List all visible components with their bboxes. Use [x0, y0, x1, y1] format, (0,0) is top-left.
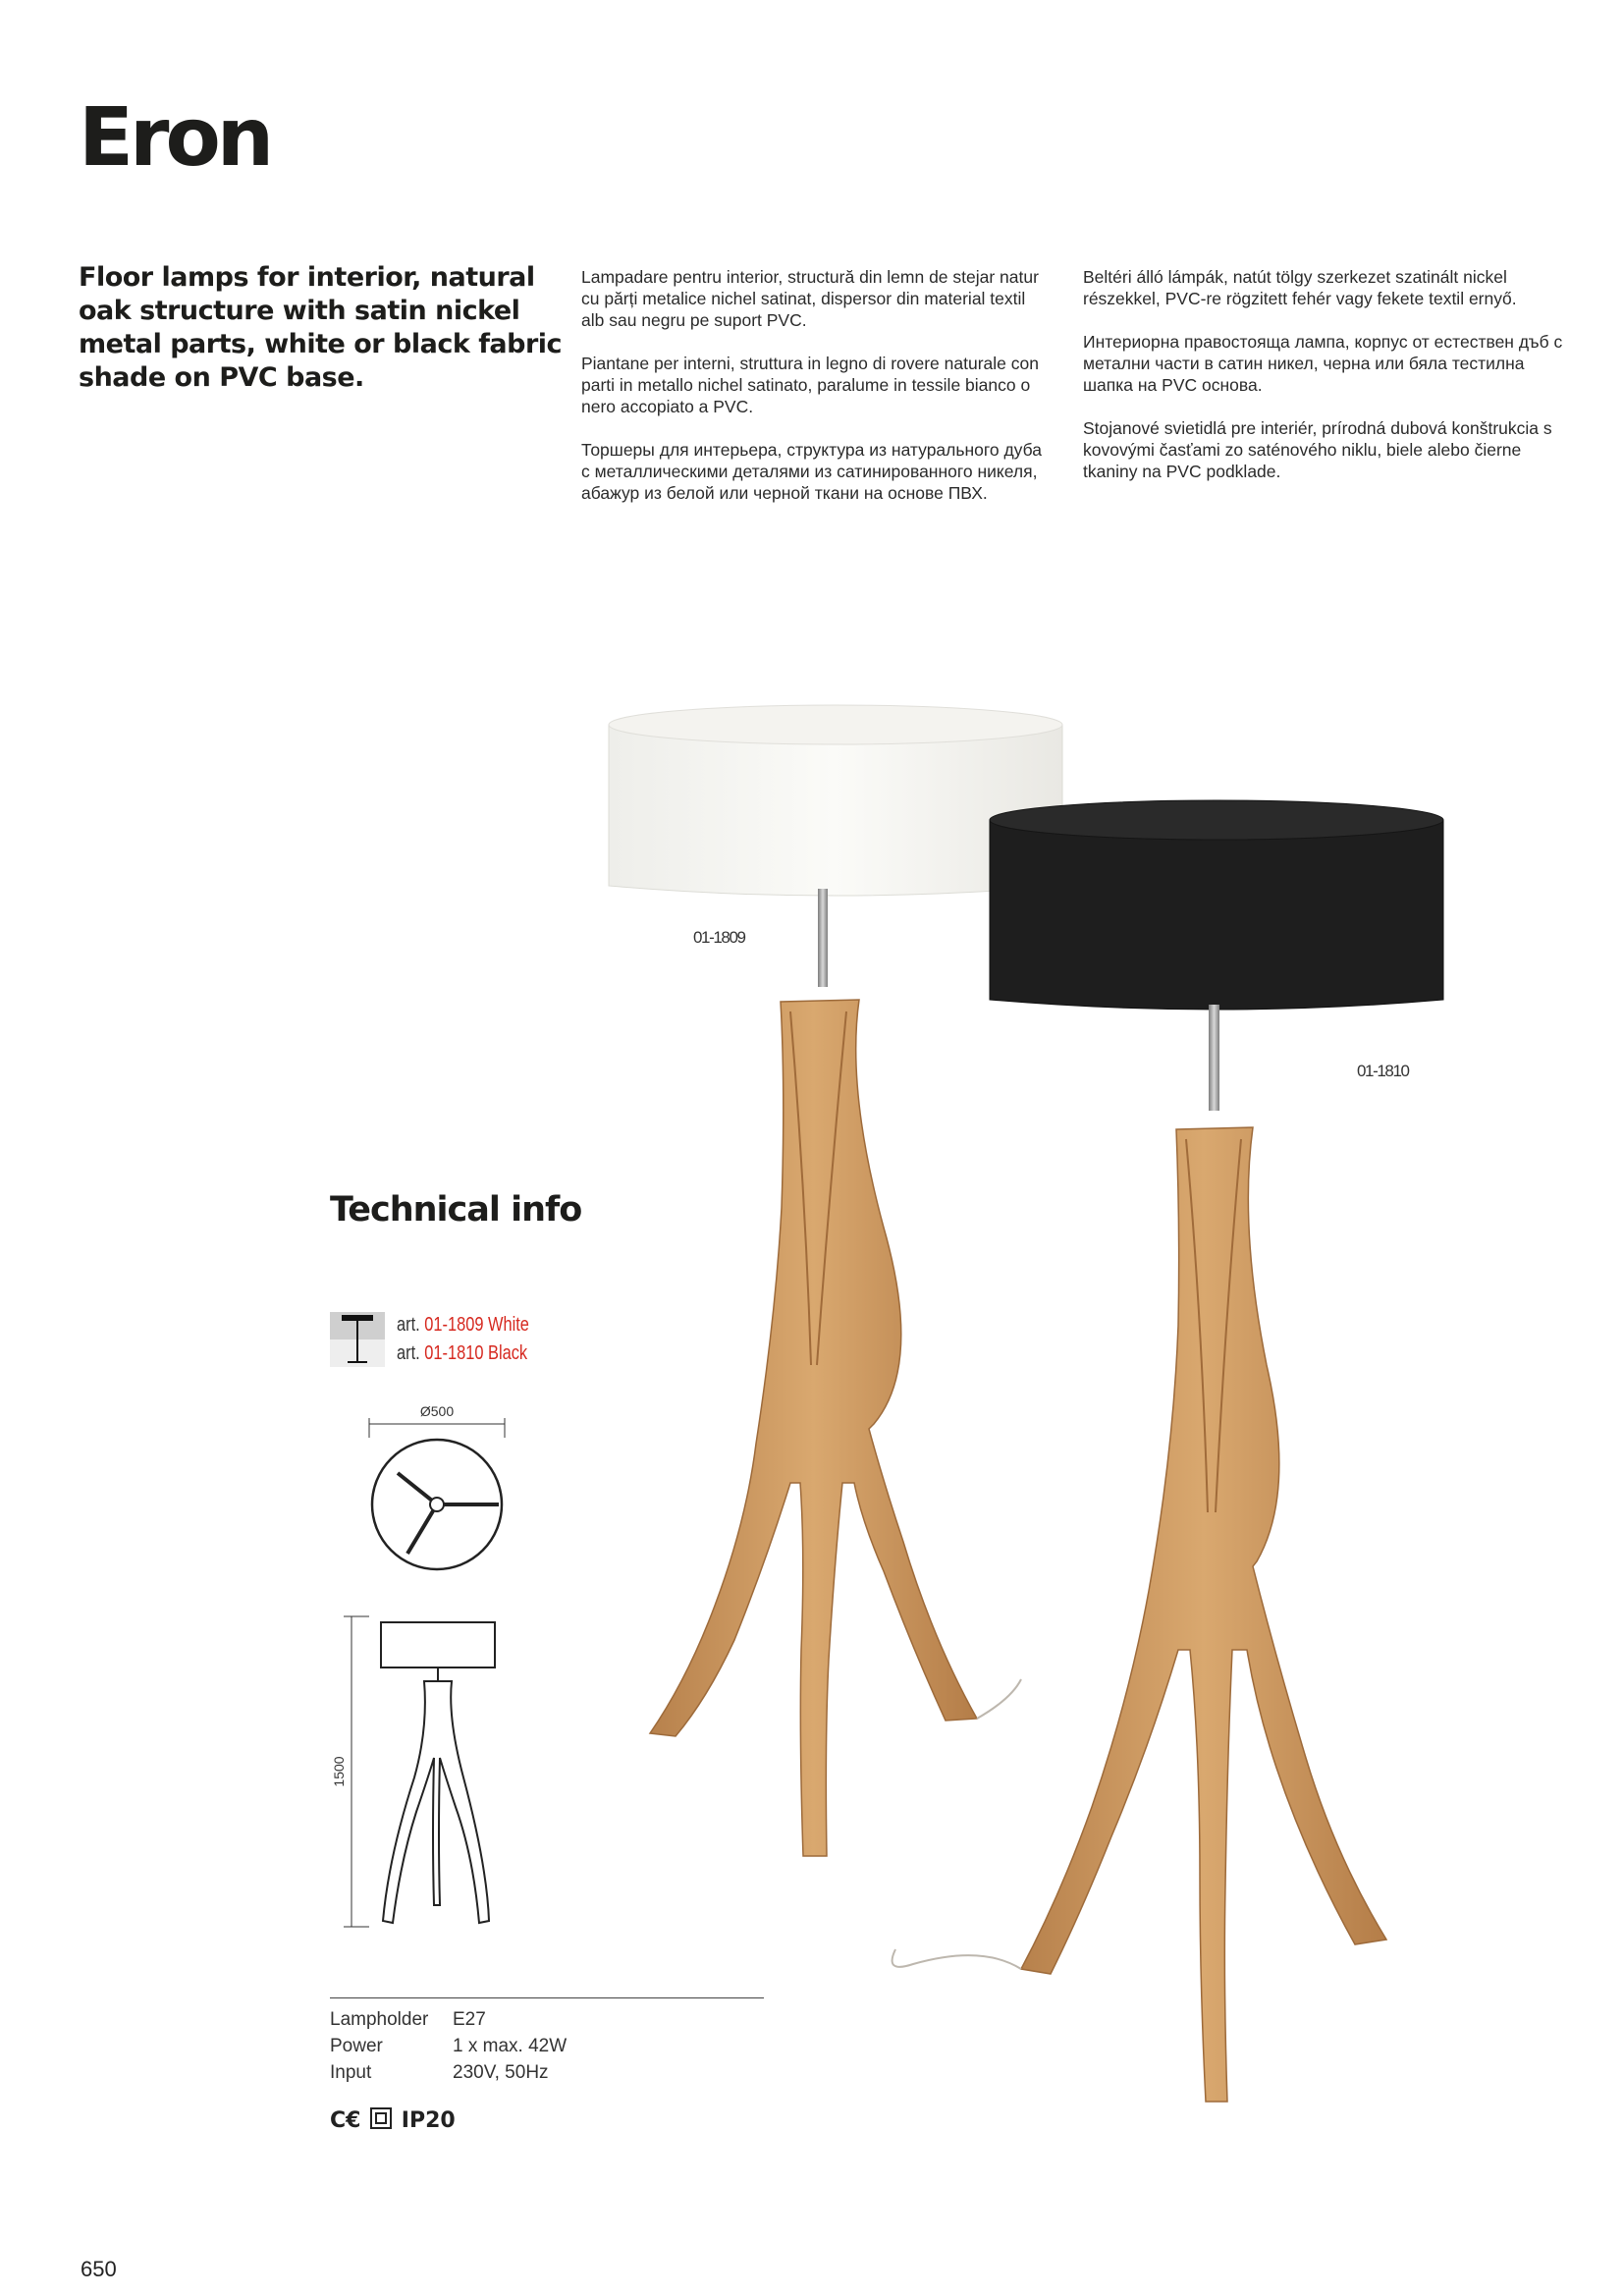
white-lamp-stem [818, 889, 828, 987]
white-lamp-code: 01-1809 [693, 928, 746, 947]
description-bg: Интериорна правостояща лампа, корпус от естествен дъб с метални части в сатин никел, черна или бяла тестилна шапка на PVC основа. [1083, 332, 1563, 395]
description-column-2 [1083, 266, 1574, 504]
page-number: 650 [81, 2257, 117, 2281]
ip-rating: IP20 [401, 2108, 456, 2133]
article-white: art. 01-1809 White [397, 1314, 529, 1336]
spec-row: Power 1 x max. 42W [330, 2036, 568, 2056]
height-label: 1500 [331, 1756, 347, 1787]
spec-row: Input 230V, 50Hz [330, 2062, 549, 2083]
certification-marks [330, 2107, 456, 2133]
description-ro: Lampadare pentru interior, structură din lemn de stejar natur cu părți metalice nichel satinat, dispersor din material textil alb sau negru pe suport PVC. [581, 267, 1039, 330]
description-it: Piantane per interni, struttura in legno di rovere naturale con parti in metallo nichel satinato, paralume in tessile bianco o nero accopiato a PVC. [581, 354, 1039, 416]
black-lamp-code: 01-1810 [1357, 1062, 1410, 1080]
black-lamp-stem [1209, 1005, 1219, 1111]
product-title: Eron [79, 91, 271, 185]
description-column-1 [581, 266, 1053, 525]
class-ii-icon [370, 2107, 392, 2129]
top-view-drawing [353, 1398, 511, 1575]
product-lead-description: Floor lamps for interior, natural oak structure with satin nickel metal parts, white or black fabric shade on PVC base. [79, 262, 563, 393]
description-sk: Stojanové svietidlá pre interiér, prírodná dubová konštrukcia s kovovými časťami zo saténového niklu, biele alebo čierne tkaniny na PVC podklade. [1083, 418, 1552, 481]
side-view-drawing [330, 1611, 507, 1944]
article-code-white: 01-1809 White [424, 1314, 529, 1336]
lamp-black [893, 800, 1443, 2102]
spec-row: Lampholder E27 [330, 2009, 486, 2030]
black-lamp-tripod [1021, 1127, 1386, 2102]
diameter-label: Ø500 [419, 1403, 455, 1419]
description-ru: Торшеры для интерьера, структура из натурального дуба с металлическими деталями из сатинированного никеля, абажур из белой или черной ткани на основе ПВХ. [581, 440, 1042, 503]
technical-info-heading: Technical info [330, 1190, 582, 1230]
ce-mark-icon: C€ [330, 2108, 361, 2133]
white-lamp-tripod [650, 1000, 977, 1856]
article-code-black: 01-1810 Black [424, 1342, 528, 1364]
product-photo [589, 678, 1473, 2200]
specifications [330, 1997, 764, 2086]
description-hu: Beltéri álló lámpák, natút tölgy szerkezet szatinált nickel részekkel, PVC-re rögzitett fehér vagy fekete textil ernyő. [1083, 267, 1517, 308]
article-black: art. 01-1810 Black [397, 1342, 528, 1364]
floor-lamp-icon [330, 1312, 385, 1367]
